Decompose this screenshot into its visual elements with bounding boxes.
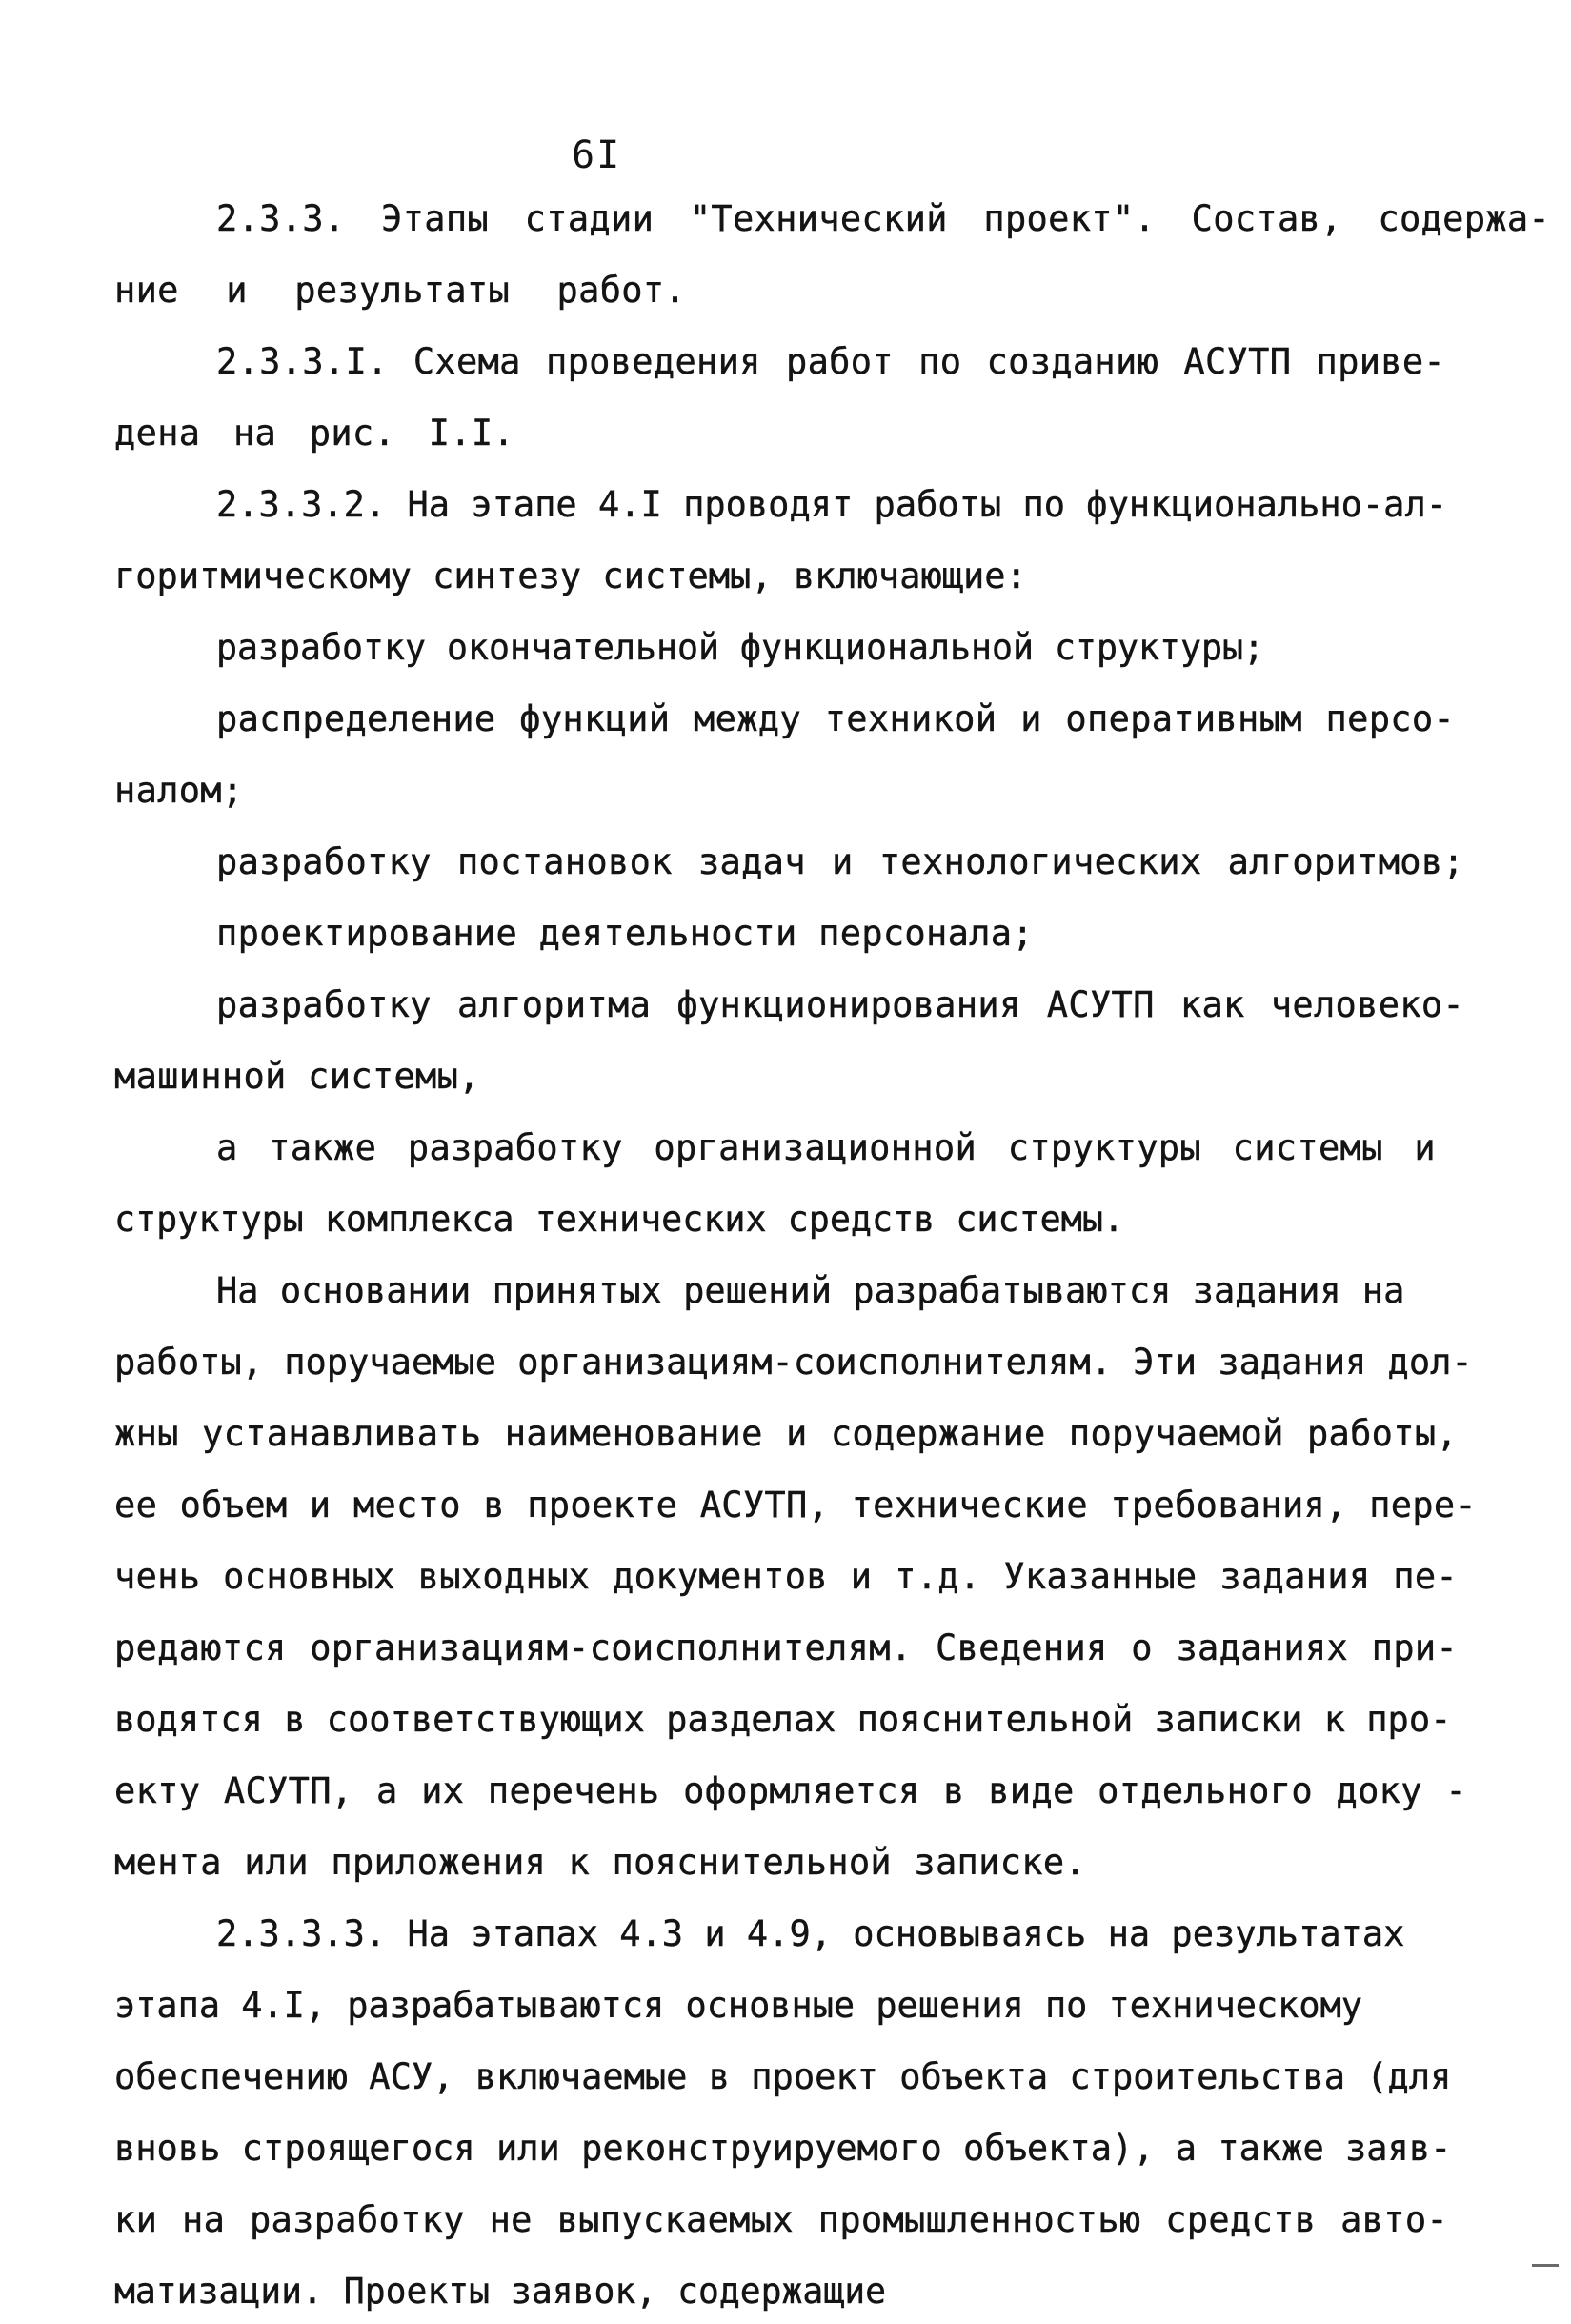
text-line: этапа 4.I, разрабатываются основные решения по техническому — [114, 1985, 1362, 2026]
text-line: разработку окончательной функциональной структуры; — [216, 627, 1264, 668]
text-line: ние и результаты работ. — [114, 270, 686, 311]
text-line: чень основных выходных документов и т.д. Указанные задания пе- — [114, 1556, 1458, 1597]
text-line: ки на разработку не выпускаемых промышленностью средств авто- — [114, 2199, 1448, 2240]
scan-edge-mark — [1532, 2264, 1559, 2267]
text-line: работы, поручаемые организациям-соисполнителям. Эти задания дол- — [114, 1342, 1473, 1383]
text-line: На основании принятых решений разрабатываются задания на — [216, 1270, 1405, 1311]
text-line: ее объем и место в проекте АСУТП, технические требования, пере- — [114, 1485, 1477, 1526]
text-line: 2.3.3.2. На этапе 4.I проводят работы по функционально-ал- — [216, 484, 1448, 525]
text-line: 2.3.3. Этапы стадии "Технический проект". Состав, содержа- — [216, 198, 1550, 239]
text-line: водятся в соответствующих разделах пояснительной записки к про- — [114, 1699, 1452, 1740]
text-line: машинной системы, — [114, 1056, 480, 1097]
text-line: матизации. Проекты заявок, содержащие — [114, 2271, 886, 2312]
text-line: редаются организациям-соисполнителям. Сведения о заданиях при- — [114, 1627, 1458, 1668]
text-line: дена на рис. I.I. — [114, 413, 514, 454]
text-line: разработку постановок задач и технологических алгоритмов; — [216, 841, 1464, 882]
text-line: жны устанавливать наименование и содержание поручаемой работы, — [114, 1413, 1458, 1454]
text-line: 2.3.3.I. Схема проведения работ по созданию АСУТП приве- — [216, 341, 1445, 382]
text-line: проектирование деятельности персонала; — [216, 913, 1034, 954]
text-line: разработку алгоритма функционирования АСУТП как человеко- — [216, 984, 1464, 1025]
text-line: екту АСУТП, а их перечень оформляется в виде отдельного доку - — [114, 1770, 1467, 1811]
text-line: обеспечению АСУ, включаемые в проект объекта строительства (для — [114, 2056, 1452, 2097]
text-line: налом; — [114, 770, 244, 811]
page-number: 6I — [572, 133, 622, 177]
text-line: мента или приложения к пояснительной записке. — [114, 1842, 1086, 1883]
text-line: 2.3.3.3. На этапах 4.3 и 4.9, основываясь на результатах — [216, 1913, 1405, 1954]
text-line: вновь строящегося или реконструируемого объекта), а также заяв- — [114, 2128, 1452, 2169]
text-line: структуры комплекса технических средств системы. — [114, 1199, 1124, 1240]
text-line: распределение функций между техникой и оперативным персо- — [216, 698, 1455, 739]
text-line: а также разработку организационной структуры системы и — [216, 1127, 1436, 1168]
text-line: горитмическому синтезу системы, включающие: — [114, 556, 1027, 596]
